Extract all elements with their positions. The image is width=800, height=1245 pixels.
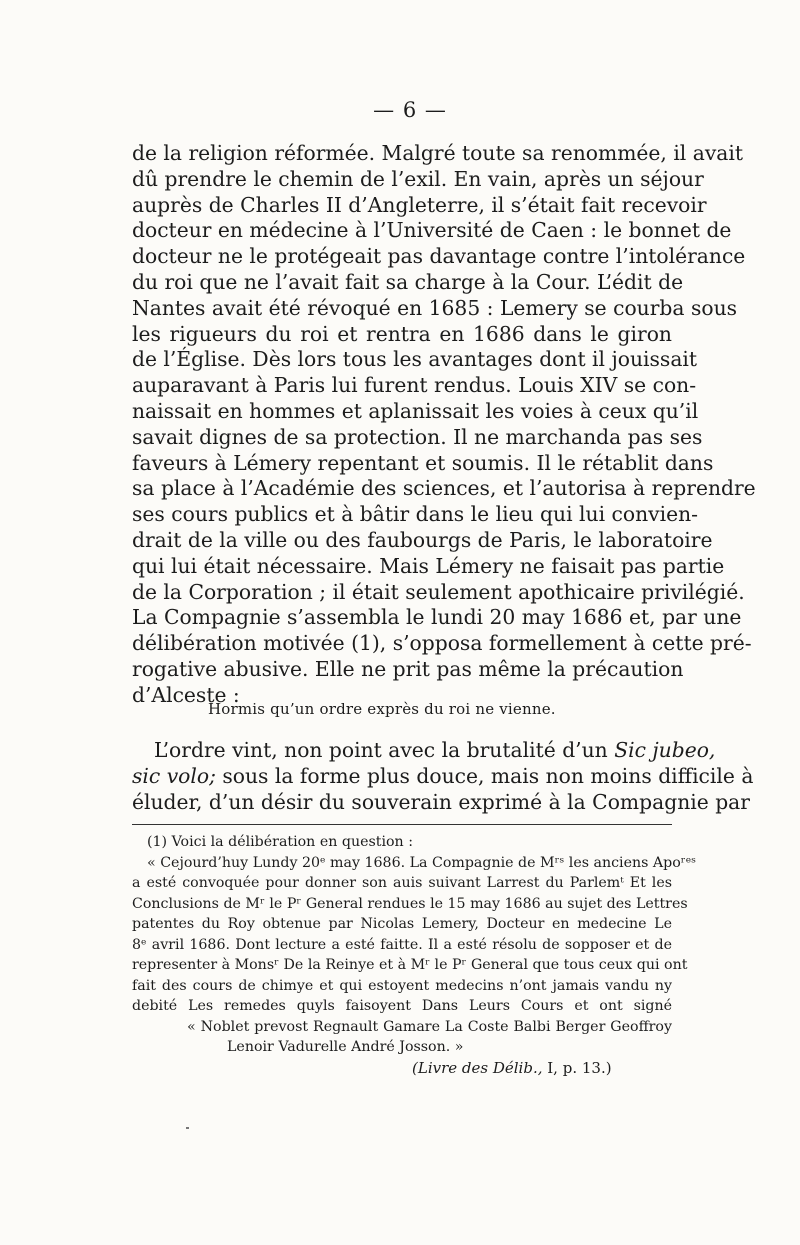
text-line: L’ordre vint, non point avec la brutalité d’un Sic jubeo, bbox=[154, 738, 716, 762]
text-line: éluder, d’un désir du souverain exprimé à la Compagnie par bbox=[132, 790, 750, 814]
footnote-block bbox=[132, 832, 696, 1078]
text-line: docteur en médecine à l’Université de Caen : le bonnet de bbox=[132, 218, 732, 243]
text-line: de la Corporation ; il était seulement apothicaire privilégié. bbox=[132, 579, 745, 604]
footnote-line: « Cejourd’huy Lundy 20ᵉ may 1686. La Compagnie de Mʳˢ les anciens Apoʳᵉˢ bbox=[147, 854, 696, 871]
text-line: La Compagnie s’assembla le lundi 20 may 1686 et, par une bbox=[132, 605, 742, 630]
footnote-line: representer à Monsʳ De la Reinye et à Mʳ le Pʳ General que tous ceux qui ont bbox=[132, 957, 688, 973]
main-text-block bbox=[132, 141, 756, 709]
verse-quotation: Hormis qu’un ordre exprès du roi ne vienne. bbox=[208, 700, 556, 718]
page-number: — 6 — bbox=[373, 98, 447, 122]
latin-phrase: Sic jubeo, bbox=[614, 738, 716, 762]
page-speck bbox=[186, 1127, 189, 1129]
text-line: savait dignes de sa protection. Il ne marchanda pas ses bbox=[132, 424, 703, 449]
footnote-source: (Livre des Délib., I, p. 13.) bbox=[412, 1058, 612, 1077]
latin-phrase: sic volo; bbox=[132, 764, 216, 788]
text-line: ses cours publics et à bâtir dans le lieu qui lui convien- bbox=[132, 502, 699, 527]
text-line: délibération motivée (1), s’opposa formellement à cette pré- bbox=[132, 631, 752, 656]
text-line: dû prendre le chemin de l’exil. En vain, après un séjour bbox=[132, 166, 704, 191]
footnote-line: Lenoir Vadurelle André Josson. » bbox=[227, 1039, 464, 1055]
footnote-line: debité Les remedes quyls faisoyent Dans Leurs Cours et ont signé bbox=[132, 998, 672, 1014]
text-line: sa place à l’Académie des sciences, et l’autorisa à reprendre bbox=[132, 476, 756, 501]
text-line: drait de la ville ou des faubourgs de Paris, le laboratoire bbox=[132, 527, 713, 552]
footnote-line: patentes du Roy obtenue par Nicolas Lemery, Docteur en medecine Le bbox=[132, 916, 672, 932]
footnote-line: Conclusions de Mʳ le Pʳ General rendues le 15 may 1686 au sujet des Lettres bbox=[132, 895, 688, 912]
text-line: naissait en hommes et aplanissait les voies à ceux qu’il bbox=[132, 398, 699, 423]
footnote-rule bbox=[132, 824, 672, 825]
text-line: de l’Église. Dès lors tous les avantages dont il jouissait bbox=[132, 347, 698, 372]
main-text-block-continued bbox=[132, 737, 754, 815]
text-line: les rigueurs du roi et rentra en 1686 dans le giron bbox=[132, 321, 672, 346]
text-line: auprès de Charles II d’Angleterre, il s’était fait recevoir bbox=[132, 192, 707, 217]
text-line: de la religion réformée. Malgré toute sa renommée, il avait bbox=[132, 141, 744, 165]
text-line: sic volo; sous la forme plus douce, mais non moins difficile à bbox=[132, 764, 754, 788]
text-line: docteur ne le protégeait pas davantage contre l’intolérance bbox=[132, 244, 746, 269]
text-line: auparavant à Paris lui furent rendus. Louis XIV se con- bbox=[132, 373, 697, 398]
text-line: rogative abusive. Elle ne prit pas même la précaution bbox=[132, 656, 684, 681]
footnote-line: fait des cours de chimye et qui estoyent medecins n’ont jamais vandu ny bbox=[132, 977, 672, 994]
text-line: Nantes avait été révoqué en 1685 : Lemery se courba sous bbox=[132, 295, 738, 320]
text-line: faveurs à Lémery repentant et soumis. Il le rétablit dans bbox=[132, 450, 714, 475]
footnote-line: (1) Voici la délibération en question : bbox=[147, 834, 413, 850]
text-line: du roi que ne l’avait fait sa charge à la Cour. L’édit de bbox=[132, 269, 684, 294]
text-line: qui lui était nécessaire. Mais Lémery ne faisait pas partie bbox=[132, 553, 725, 578]
footnote-line: a esté convoquée pour donner son auis suivant Larrest du Parlemᵗ Et les bbox=[132, 875, 672, 891]
footnote-line: 8ᵉ avril 1686. Dont lecture a esté faitte. Il a esté résolu de sopposer et de bbox=[132, 936, 672, 953]
footnote-line: « Noblet prevost Regnault Gamare La Coste Balbi Berger Geoffroy bbox=[187, 1018, 672, 1035]
text-line: d’Alceste : bbox=[132, 682, 240, 707]
